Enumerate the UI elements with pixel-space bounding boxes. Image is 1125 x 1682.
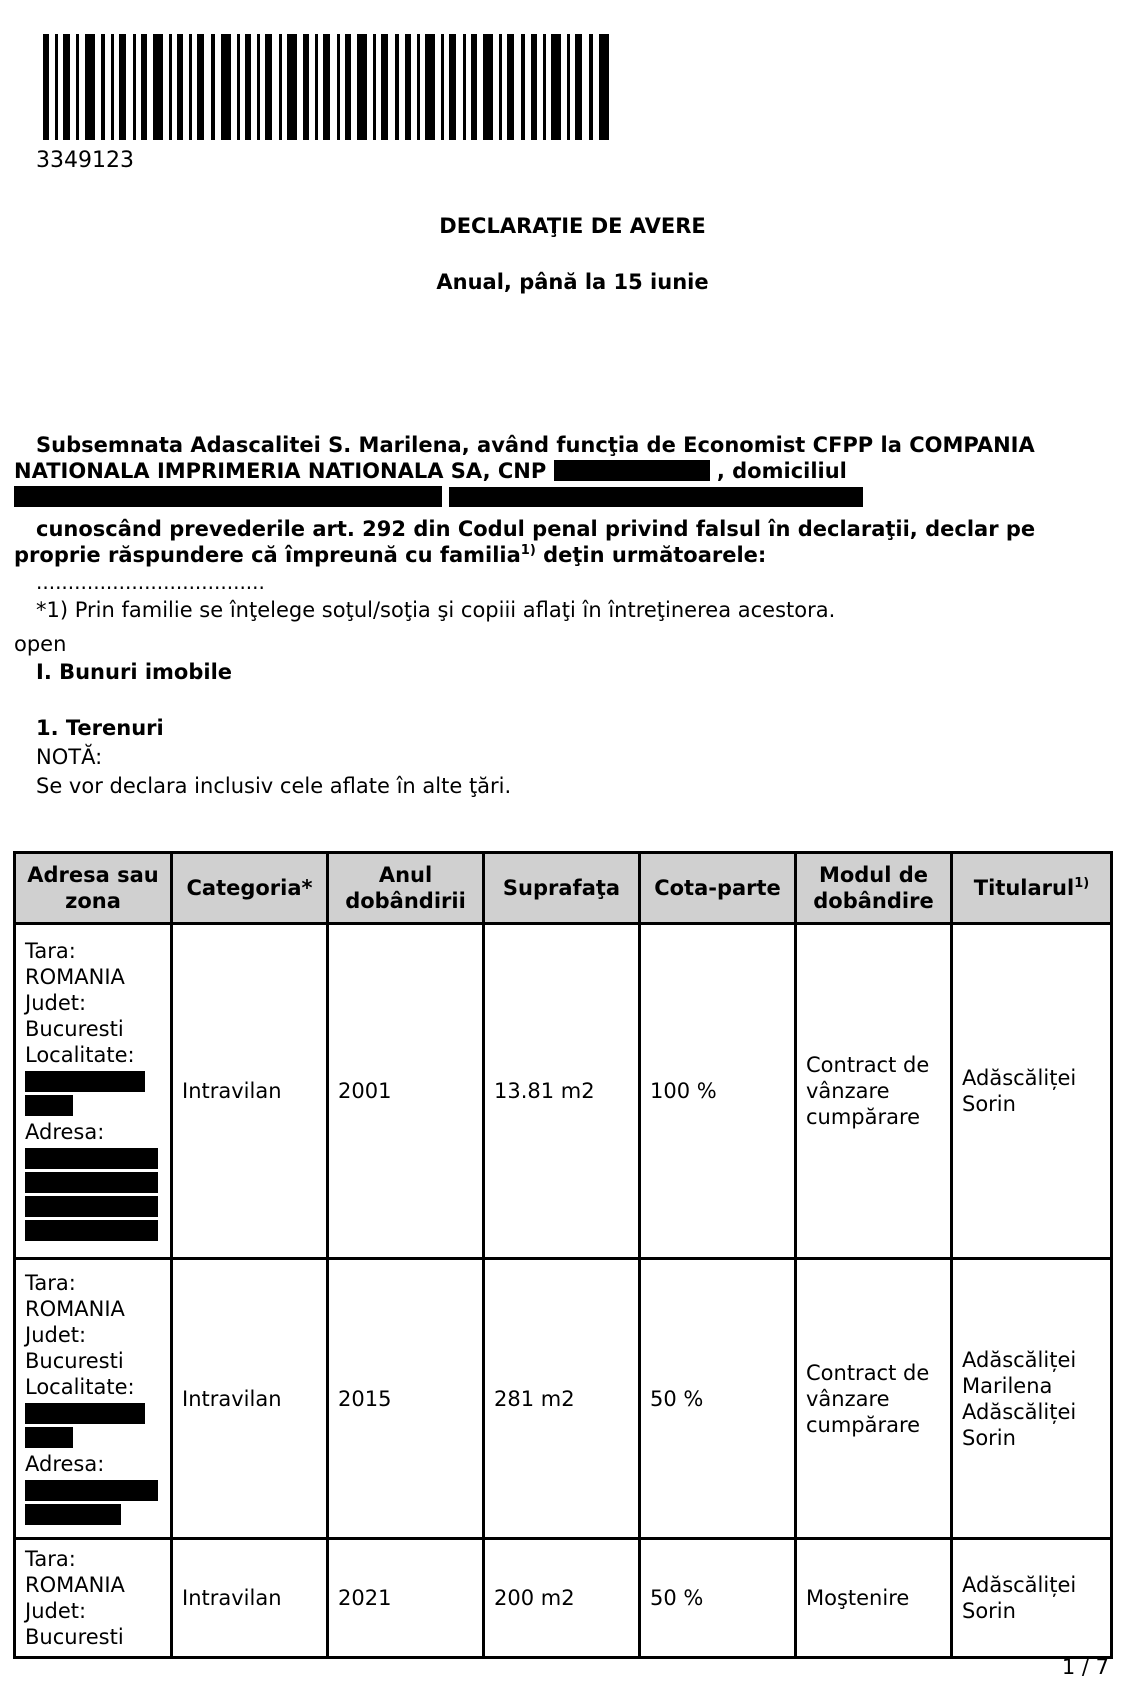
subsection-title: 1. Terenuri	[36, 716, 164, 740]
section-title: I. Bunuri imobile	[36, 660, 233, 684]
redacted-address	[25, 1148, 158, 1169]
table-header-row	[15, 853, 1112, 924]
category-cell: Intravilan	[172, 924, 328, 1259]
redacted-address	[25, 1220, 158, 1241]
category-cell: Intravilan	[172, 1539, 328, 1658]
acquisition-mode-cell: Contract de vânzare cumpărare	[796, 924, 952, 1259]
page-number: 1 / 7	[1061, 1655, 1109, 1679]
table-row	[15, 1259, 1112, 1539]
barcode	[43, 34, 609, 140]
table-row	[15, 924, 1112, 1259]
table-row	[15, 1539, 1112, 1658]
acquisition-mode-cell: Contract de vânzare cumpărare	[796, 1259, 952, 1539]
redacted-locality-cont	[25, 1095, 73, 1116]
share-cell: 100 %	[640, 924, 796, 1259]
county-label: Judet:	[25, 991, 87, 1015]
nota-label: NOTĂ:	[36, 745, 103, 769]
country-label: Tara:	[25, 939, 76, 963]
acquisition-mode-cell: Moştenire	[796, 1539, 952, 1658]
county-value: Bucuresti	[25, 1625, 124, 1649]
year-cell: 2015	[328, 1259, 484, 1539]
address-cell	[15, 1259, 172, 1539]
address-label: Adresa:	[25, 1451, 105, 1476]
redacted-locality	[25, 1071, 145, 1092]
owner-cell: Adăscăliței Marilena Adăscăliței Sorin	[952, 1259, 1112, 1539]
header-address: Adresa sau zona	[15, 853, 172, 924]
locality-label: Localitate:	[25, 1374, 135, 1399]
header-year: Anul dobândirii	[328, 853, 484, 924]
statement-end: deţin următoarele:	[535, 543, 767, 567]
domicile-label: , domiciliul	[716, 459, 847, 483]
header-owner-label: Titularul	[973, 876, 1075, 900]
owner-cell: Adăscăliței Sorin	[952, 924, 1112, 1259]
declarant-paragraph	[14, 432, 1099, 510]
header-area: Suprafaţa	[484, 853, 640, 924]
statement-paragraph	[14, 516, 1099, 568]
redacted-locality-cont	[25, 1427, 73, 1448]
header-category: Categoria*	[172, 853, 328, 924]
redacted-address	[25, 1504, 121, 1525]
country-label: Tara:	[25, 1270, 76, 1295]
document-title: DECLARAŢIE DE AVERE	[439, 214, 706, 238]
share-cell: 50 %	[640, 1259, 796, 1539]
header-owner	[952, 853, 1112, 924]
area-cell: 13.81 m2	[484, 924, 640, 1259]
dotted-line: ....................................	[36, 570, 265, 594]
locality-label: Localitate:	[25, 1043, 135, 1067]
header-share: Cota-parte	[640, 853, 796, 924]
country-value: ROMANIA	[25, 965, 125, 989]
header-acquisition-mode: Modul de dobândire	[796, 853, 952, 924]
share-cell: 50 %	[640, 1539, 796, 1658]
footnote-ref: 1)	[520, 543, 536, 558]
owner-cell: Adăscăliței Sorin	[952, 1539, 1112, 1658]
statement-text: cunoscând prevederile art. 292 din Codul penal privind falsul în declaraţii, declar pe proprie răspundere că împreună cu familia	[14, 517, 1036, 567]
county-label: Judet:	[25, 1322, 87, 1347]
header-owner-footnote-ref: 1)	[1074, 876, 1090, 891]
document-subtitle: Anual, până la 15 iunie	[436, 270, 709, 294]
country-value: ROMANIA	[25, 1573, 125, 1597]
open-label: open	[14, 632, 67, 656]
family-footnote: *1) Prin familie se înţelege soţul/soţia şi copiii aflaţi în întreţinerea acestora.	[36, 598, 836, 622]
country-value: ROMANIA	[25, 1296, 125, 1321]
redacted-domicile	[14, 486, 442, 507]
year-cell: 2001	[328, 924, 484, 1259]
nota-text: Se vor declara inclusiv cele aflate în alte ţări.	[36, 774, 512, 798]
redacted-address	[25, 1172, 158, 1193]
county-value: Bucuresti	[25, 1017, 124, 1041]
county-label: Judet:	[25, 1599, 87, 1623]
address-cell	[15, 1539, 172, 1658]
declarant-text: Subsemnata Adascalitei S. Marilena, având funcţia de Economist CFPP la COMPANIA NATIONALA IMPRIMERIA NATIONALA SA, CNP	[14, 433, 1035, 483]
land-table	[13, 851, 1113, 1659]
county-value: Bucuresti	[25, 1348, 124, 1373]
year-cell: 2021	[328, 1539, 484, 1658]
redacted-cnp	[554, 460, 710, 481]
address-label: Adresa:	[25, 1120, 105, 1144]
barcode-number: 3349123	[36, 148, 134, 173]
category-cell: Intravilan	[172, 1259, 328, 1539]
redacted-address	[25, 1196, 158, 1217]
redacted-locality	[25, 1403, 145, 1424]
redacted-address	[25, 1480, 158, 1501]
area-cell: 200 m2	[484, 1539, 640, 1658]
address-cell	[15, 924, 172, 1259]
redacted-domicile-cont	[449, 487, 863, 507]
country-label: Tara:	[25, 1547, 76, 1571]
area-cell: 281 m2	[484, 1259, 640, 1539]
